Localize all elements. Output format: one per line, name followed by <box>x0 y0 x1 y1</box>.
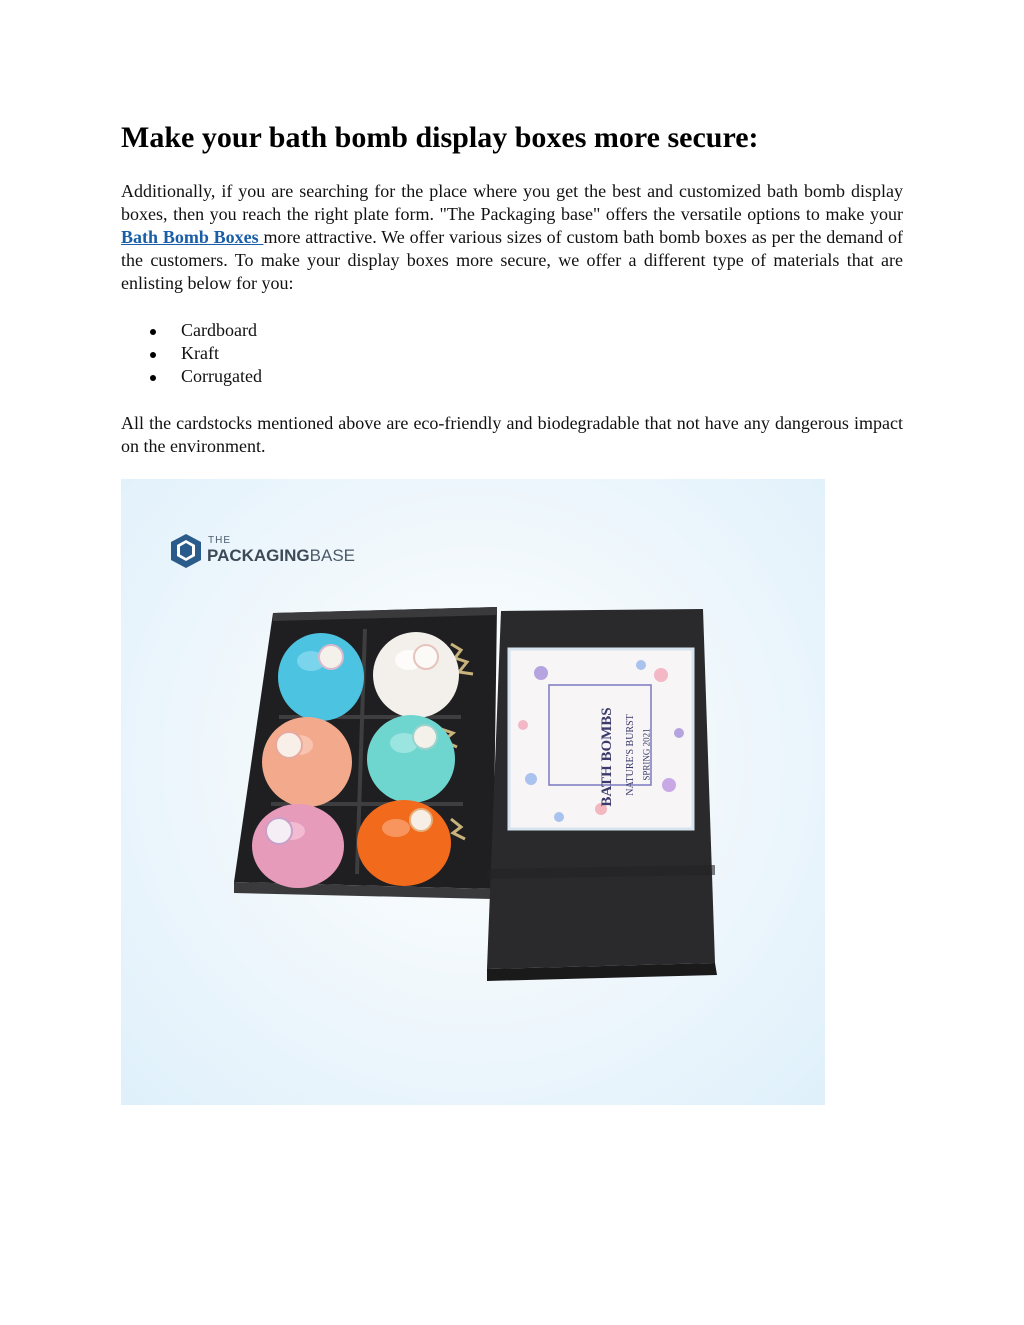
bath-bomb-box-illustration <box>121 479 825 1105</box>
intro-paragraph <box>121 180 903 295</box>
list-item: Kraft <box>181 342 903 365</box>
product-photo <box>121 479 825 1105</box>
bath-bomb-pink <box>252 804 344 888</box>
list-item: Corrugated <box>181 365 903 388</box>
materials-list <box>121 319 903 388</box>
bath-bomb-orange <box>357 800 451 886</box>
section-heading: Make your bath bomb display boxes more secure: <box>121 121 759 154</box>
bath-bomb-white <box>373 632 459 718</box>
cube-logo-icon <box>169 533 203 569</box>
document-body <box>121 118 903 458</box>
bath-bomb-teal <box>367 715 455 803</box>
list-item: Cardboard <box>181 319 903 342</box>
intro-text-after: more attractive. We offer various sizes of custom bath bomb boxes as per the demand of the customers. To make your display boxes more secure, we offer a different type of materials that are enlisting below for you: <box>121 227 903 293</box>
logo-brand-text: PACKAGINGBASE <box>207 546 355 565</box>
bath-bomb-peach <box>262 717 352 807</box>
intro-text-before: Additionally, if you are searching for the place where you get the best and customized bath bomb display boxes, then you reach the right plate form. "The Packaging base" offers the versatile options to make your <box>121 181 903 224</box>
label-title: BATH BOMBS <box>599 707 615 807</box>
label-subtitle-2: SPRING 2021 <box>641 728 652 781</box>
bullet-icon <box>150 329 156 335</box>
bath-bomb-boxes-link[interactable]: Bath Bomb Boxes <box>121 227 264 247</box>
label-subtitle-1: NATURE'S BURST <box>625 714 636 796</box>
logo-the-text: THE <box>208 535 231 546</box>
closing-paragraph: All the cardstocks mentioned above are eco-friendly and biodegradable that not have any dangerous impact on the environment. <box>121 413 903 456</box>
open-tray-box <box>234 607 497 899</box>
bullet-icon <box>150 352 156 358</box>
bath-bomb-blue <box>278 633 364 721</box>
bullet-icon <box>150 375 156 381</box>
